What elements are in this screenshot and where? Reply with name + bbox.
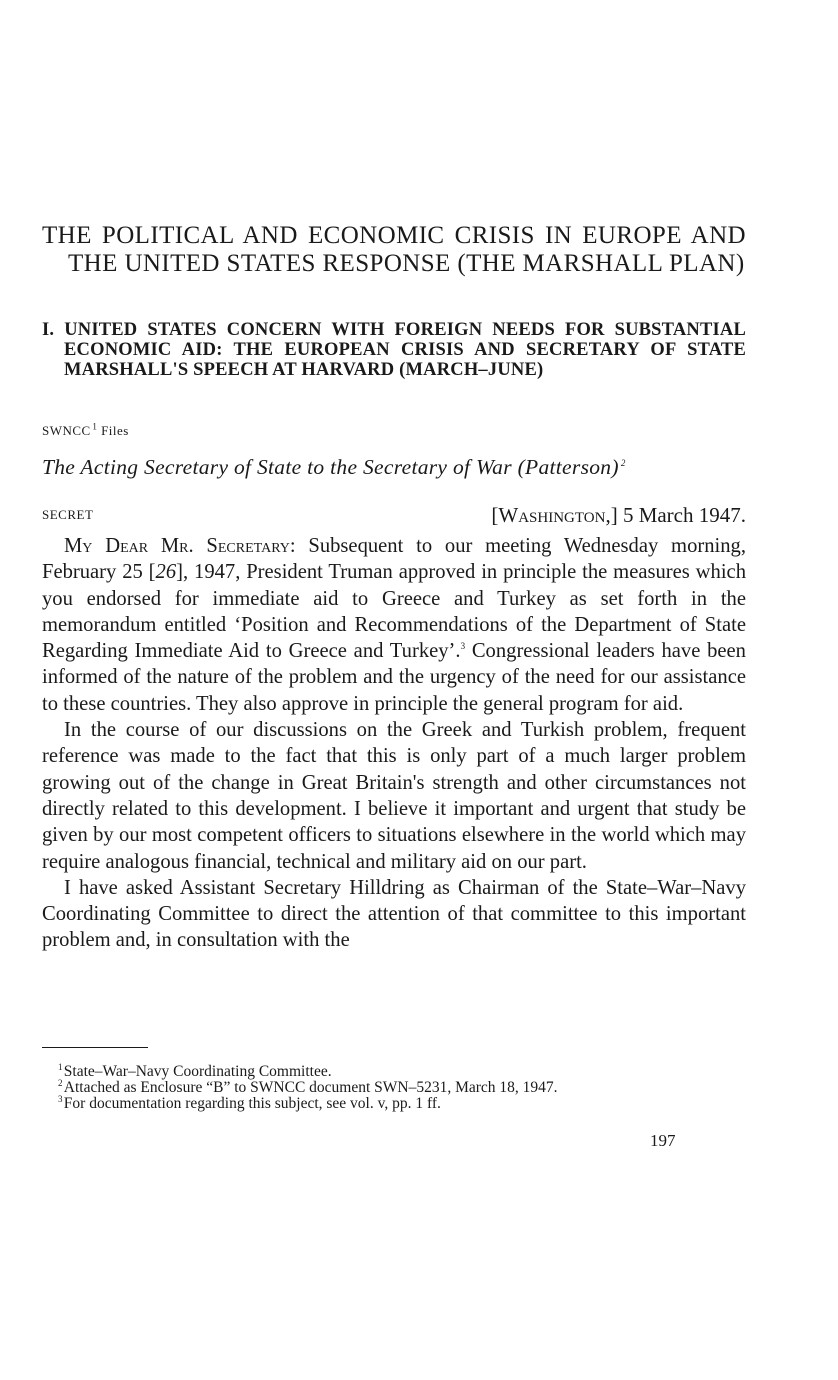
chapter-title: THE POLITICAL AND ECONOMIC CRISIS IN EUROPE AND THE UNITED STATES RESPONSE (THE MARSHALL PLAN) (42, 222, 746, 277)
classification-marking: SECRET (42, 507, 94, 522)
footnote-text: State–War–Navy Coordinating Committee. (63, 1063, 332, 1080)
place-date (491, 503, 746, 528)
footnote-divider (42, 1047, 148, 1048)
paragraph-1 (42, 533, 746, 717)
document-heading (42, 454, 746, 480)
footnotes (42, 1061, 746, 1112)
document-page (42, 0, 746, 1380)
date: 5 March 1947. (622, 503, 746, 527)
section-title: I. UNITED STATES CONCERN WITH FOREIGN NEEDS FOR SUBSTANTIAL ECONOMIC AID: THE EUROPEAN CRISIS AND SECRETARY OF STATE MARSHALL'S SPEECH AT HARVARD (MARCH–JUNE) (42, 320, 746, 380)
paragraph-1-part-a: Subsequent to our meeting Wednesday morning, February 25 [ (42, 535, 746, 584)
document-heading-text: The Acting Secretary of State to the Secretary of War (Patterson) (42, 455, 619, 479)
page-number: 197 (650, 1131, 676, 1150)
paragraph-2: In the course of our discussions on the Greek and Turkish problem, frequent reference was made to the fact that this is only part of a much larger problem growing out of the change in Great Britain's strength and other circumstances not directly related to this development. I believe it important and urgent that study be given by our most competent officers to situations elsewhere in the world which may require analogous financial, technical and military aid on our part. (42, 719, 746, 873)
footnote-text: Attached as Enclosure “B” to SWNCC document SWN–5231, March 18, 1947. (63, 1079, 558, 1096)
paragraph-1-part-b: ], 1947, President Truman approved in principle the measures which you endorsed for immediate aid to Greece and Turkey as set forth in the memorandum entitled ‘Position and Recommendations of the Department of State Regarding Immediate Aid to Greece and Turkey’. (42, 561, 746, 663)
footnote-number: 3 (58, 1093, 63, 1104)
footnote-2 (42, 1077, 746, 1096)
letter-body (42, 533, 746, 954)
paragraph-1-part-c: Congressional leaders have been informed of the nature of the problem and the urgency of the need for our assistance to these countries. They also approve in principle the general program for aid. (42, 640, 746, 715)
source-suffix: Files (101, 423, 129, 438)
footnote-3 (42, 1093, 746, 1112)
footnote-number: 1 (58, 1061, 63, 1072)
editorial-correction: 26 (155, 561, 177, 584)
paragraph-3: I have asked Assistant Secretary Hilldring as Chairman of the State–War–Navy Coordinating Committee to direct the attention of that committee to this important problem and, in consultation with the (42, 876, 746, 952)
place: [Washington,] (491, 503, 618, 527)
footnote-text: For documentation regarding this subject, see vol. v, pp. 1 ff. (63, 1095, 441, 1112)
salutation: My Dear Mr. Secretary: (64, 535, 296, 557)
footnote-1 (42, 1061, 746, 1080)
footnote-ref-2: 2 (620, 457, 626, 468)
source-label: SWNCC (42, 423, 91, 438)
footnote-ref-3: 3 (460, 641, 466, 652)
footnote-ref-1: 1 (92, 421, 98, 432)
footnote-number: 2 (58, 1077, 63, 1088)
dateline (42, 503, 746, 533)
source-line (42, 423, 129, 439)
